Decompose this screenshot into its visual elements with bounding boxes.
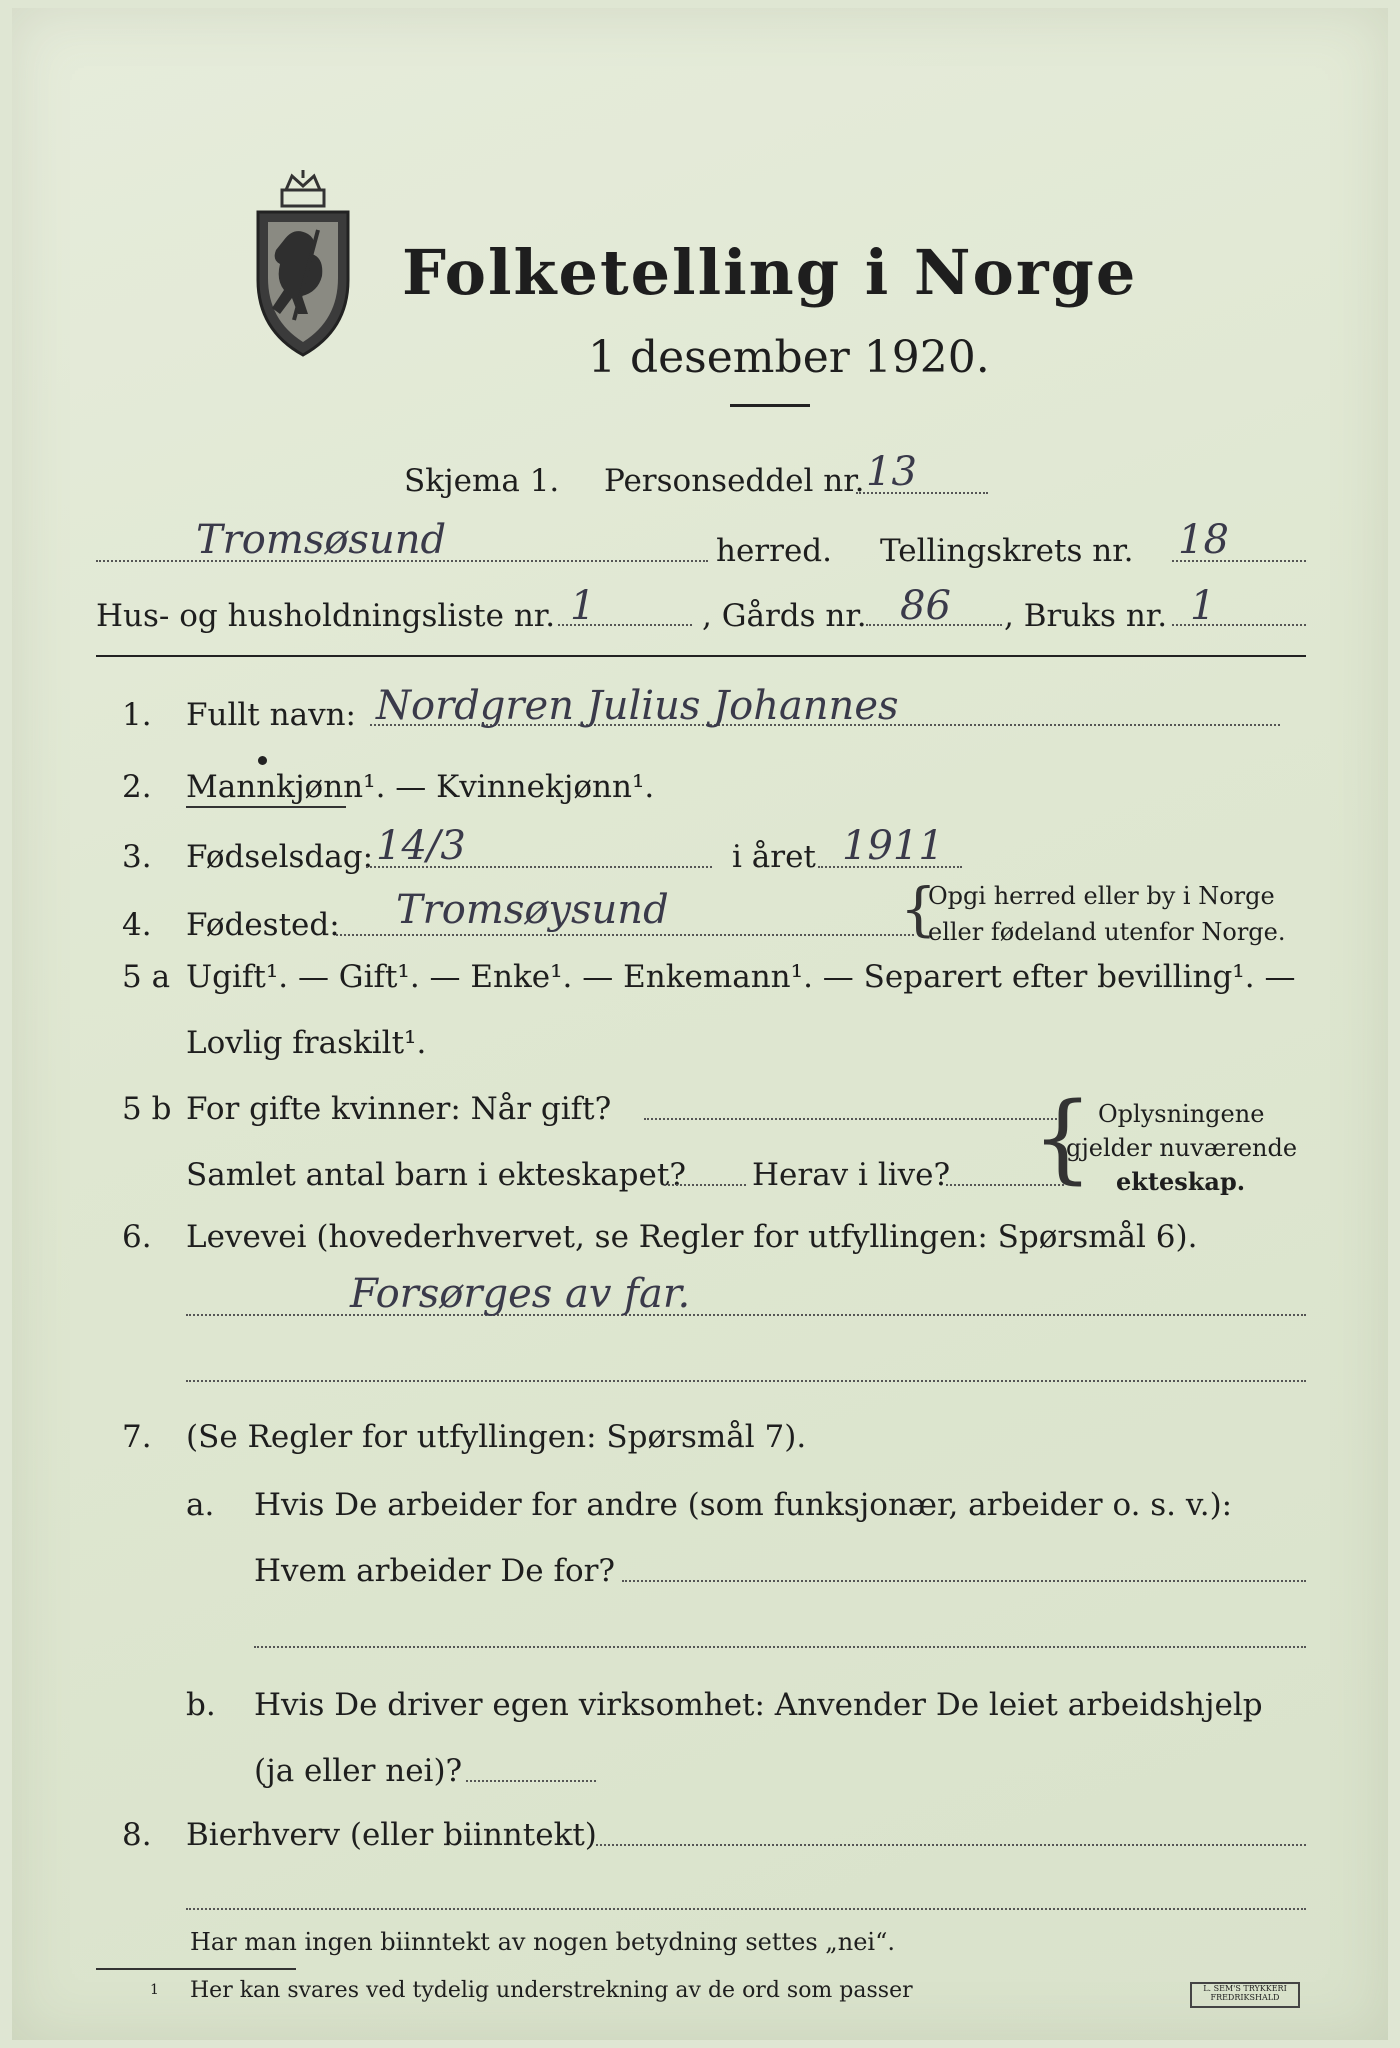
printer-stamp: L. SEM'S TRYKKERI FREDRIKSHALD <box>1190 1982 1300 2008</box>
q2-number: 2. <box>122 769 152 805</box>
personseddel-label: Personseddel nr. <box>604 463 865 499</box>
q8-note: Har man ingen biinntekt av nogen betydning settes „nei“. <box>190 1928 895 1956</box>
q8-line1 <box>596 1844 1306 1846</box>
footnote-rule <box>96 1968 296 1970</box>
q7b-text: Hvis De driver egen virksomhet: Anvender De leiet arbeidshjelp <box>254 1687 1263 1723</box>
q5b-brace: { <box>1032 1082 1094 1194</box>
q5b-label-alive: Herav i live? <box>752 1157 951 1193</box>
q7b-line <box>466 1780 596 1782</box>
q5b-note-line2: gjelder nuværende <box>1066 1134 1298 1162</box>
form-title: Folketelling i Norge <box>402 236 1138 309</box>
norway-coat-of-arms-icon <box>248 170 358 364</box>
bruks-value[interactable]: 1 <box>1190 583 1216 629</box>
q2-underline-mannkjonn <box>186 806 346 808</box>
q7a-line2 <box>254 1646 1306 1648</box>
tellingskrets-value[interactable]: 18 <box>1178 517 1229 563</box>
q7a-text: Hvis De arbeider for andre (som funksjonær, arbeider o. s. v.): <box>254 1487 1233 1523</box>
q5a-options-line1[interactable]: Ugift¹. — Gift¹. — Enke¹. — Enkemann¹. — Separert efter bevilling¹. — <box>186 959 1296 995</box>
q1-number: 1. <box>122 697 152 733</box>
q5b-label-married: For gifte kvinner: Når gift? <box>186 1091 612 1127</box>
q3-label: Fødselsdag: <box>186 839 374 875</box>
q5b-number: 5 b <box>122 1091 172 1127</box>
q1-value[interactable]: Nordgren Julius Johannes <box>376 683 899 729</box>
q4-brace: { <box>900 875 937 943</box>
q7a-letter: a. <box>186 1487 215 1523</box>
q4-note-line1: Opgi herred eller by i Norge <box>928 882 1275 910</box>
q6-line2 <box>186 1380 1306 1382</box>
q7a-question: Hvem arbeider De for? <box>254 1553 616 1589</box>
q1-label: Fullt navn: <box>186 697 356 733</box>
bruks-label: , Bruks nr. <box>1004 598 1168 634</box>
q3-year-value[interactable]: 1911 <box>842 823 944 869</box>
q5a-number: 5 a <box>122 959 171 995</box>
q3-year-label: i året <box>732 839 816 875</box>
personseddel-value[interactable]: 13 <box>866 449 917 495</box>
q7b-question: (ja eller nei)? <box>254 1753 463 1789</box>
herred-value[interactable]: Tromsøsund <box>196 517 447 563</box>
q5a-options-line2[interactable]: Lovlig fraskilt¹. <box>186 1025 427 1061</box>
husholdningsliste-value[interactable]: 1 <box>570 583 596 629</box>
q3-day-value[interactable]: 14/3 <box>376 823 466 869</box>
q4-label: Fødested: <box>186 907 340 943</box>
title-divider <box>730 404 810 407</box>
q5b-note-line1: Oplysningene <box>1098 1100 1265 1128</box>
q6-value[interactable]: Forsørges av far. <box>350 1271 691 1317</box>
q6-number: 6. <box>122 1219 152 1255</box>
footnote-marker: 1 <box>150 1982 159 1998</box>
q3-number: 3. <box>122 839 152 875</box>
q4-number: 4. <box>122 907 152 943</box>
footnote-text: Her kan svares ved tydelig understrekning av de ord som passer <box>190 1978 913 2003</box>
q7-number: 7. <box>122 1419 152 1455</box>
q6-label: Levevei (hovederhvervet, se Regler for utfyllingen: Spørsmål 6). <box>186 1219 1198 1255</box>
q4-note-line2: eller fødeland utenfor Norge. <box>928 918 1286 946</box>
q8-line2 <box>186 1908 1306 1910</box>
q2-options[interactable]: Mannkjønn¹. — Kvinnekjønn¹. <box>186 769 655 805</box>
q2-mark-dot <box>258 756 267 765</box>
q4-value[interactable]: Tromsøysund <box>396 887 669 933</box>
q5b-married-line <box>644 1118 1064 1120</box>
q7b-letter: b. <box>186 1687 216 1723</box>
q7-label: (Se Regler for utfyllingen: Spørsmål 7). <box>186 1419 807 1455</box>
q5b-note-line3: ekteskap. <box>1116 1167 1246 1196</box>
q5b-label-children: Samlet antal barn i ekteskapet? <box>186 1157 686 1193</box>
herred-label: herred. <box>716 533 832 569</box>
q5b-children-line <box>664 1184 746 1186</box>
form-date: 1 desember 1920. <box>588 332 990 383</box>
q8-number: 8. <box>122 1817 152 1853</box>
q8-label: Bierhverv (eller biinntekt) <box>186 1817 597 1853</box>
q7a-line1 <box>622 1580 1306 1582</box>
skjema-label: Skjema 1. <box>404 463 560 499</box>
q4-line <box>336 934 914 936</box>
gards-value[interactable]: 86 <box>900 583 951 629</box>
header-separator <box>96 655 1306 657</box>
tellingskrets-label: Tellingskrets nr. <box>880 533 1134 569</box>
gards-label: , Gårds nr. <box>702 598 867 634</box>
husholdningsliste-label: Hus- og husholdningsliste nr. <box>96 598 556 634</box>
census-form-sheet <box>12 8 1388 2040</box>
